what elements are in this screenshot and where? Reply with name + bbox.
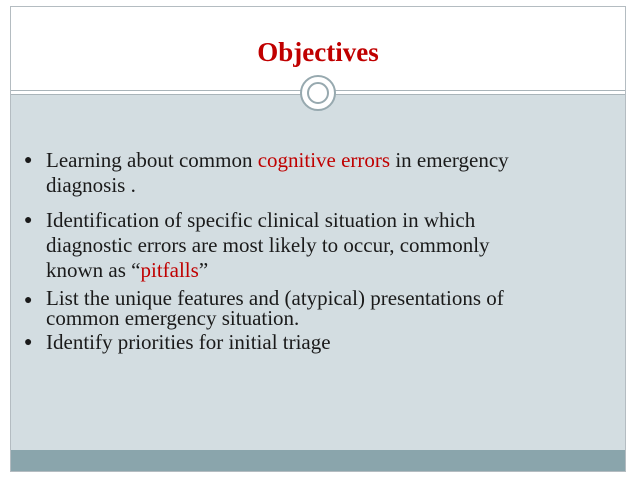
list-item — [24, 330, 604, 355]
bullet-line: Identify priorities for initial triage — [46, 330, 331, 354]
bullet-dot-icon: ● — [24, 335, 33, 350]
bullet-text: in emergency — [390, 148, 509, 172]
ring-inner — [307, 82, 329, 104]
bullet-line: List the unique features and (atypical) presentations of — [46, 286, 504, 310]
bullet-dot-icon: ● — [24, 153, 33, 168]
list-item — [24, 208, 604, 288]
bullet-line: Identification of specific clinical situation in which — [46, 208, 476, 232]
list-item — [24, 148, 604, 208]
bullet-text: ” — [198, 258, 209, 282]
bullet-dot-icon: ● — [24, 293, 33, 308]
bullet-line: diagnosis . — [46, 173, 136, 197]
bullet-line — [46, 258, 604, 283]
slide-title: Objectives — [257, 37, 379, 67]
bullet-line — [46, 148, 604, 173]
bullet-text: known as “ — [46, 258, 141, 282]
ring-icon — [300, 75, 336, 111]
footer-band — [11, 450, 625, 471]
bullet-line: diagnostic errors are most likely to occur, commonly — [46, 233, 490, 257]
objectives-list — [24, 148, 604, 355]
highlight-text: pitfalls — [140, 258, 199, 282]
bullet-line: common emergency situation. — [46, 306, 300, 330]
highlight-text: cognitive errors — [257, 148, 391, 172]
bullet-dot-icon: ● — [24, 213, 33, 228]
bullet-text: Learning about common — [46, 148, 258, 172]
list-item — [24, 288, 604, 330]
